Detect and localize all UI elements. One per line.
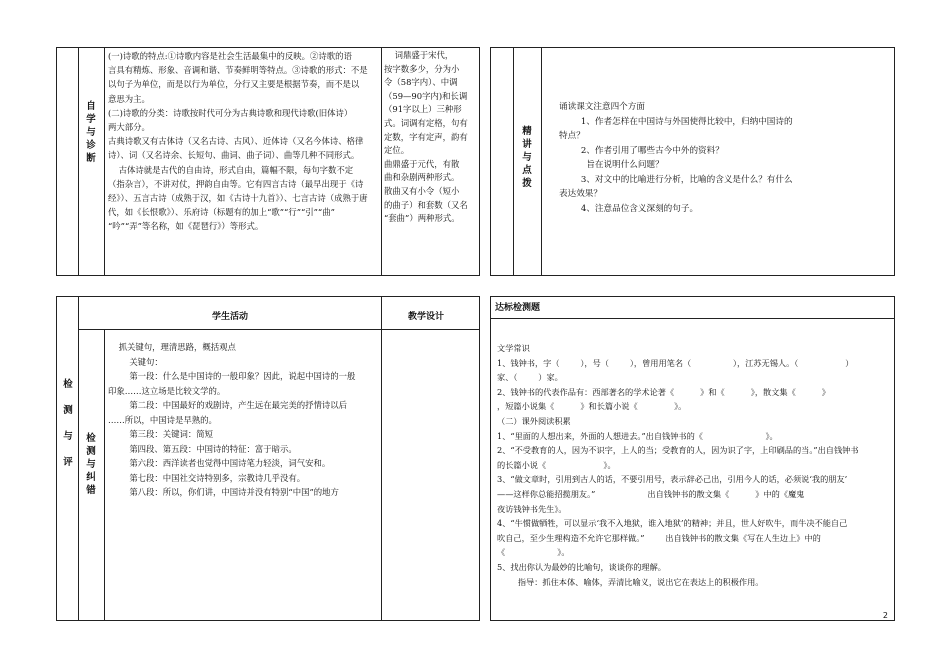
text-line: 第一段：什么是中国诗的一般印象？因此，说起中国诗的一般 bbox=[108, 371, 356, 381]
page-number: 2 bbox=[882, 611, 888, 620]
text-line: 式。词调有定格，句有 bbox=[384, 117, 468, 128]
divider bbox=[381, 47, 382, 276]
text-line: 第三段：关键词：简短 bbox=[108, 429, 214, 439]
text-line: 曲鼎盛于元代，有散 bbox=[384, 158, 460, 169]
section-label-self-study: 自 学 与 诊 断 bbox=[86, 101, 96, 164]
text-line: 第二段：中国最好的戏剧诗，产生远在最完美的抒情诗以后 bbox=[108, 400, 348, 410]
text-line: 1、钱钟书，字（ ），号（ ），曾用用笔名（ ），江苏无锡人。（ ） bbox=[497, 357, 854, 368]
text-line: 言具有精炼、形象、音调和谐、节奏鲜明等特点。③诗歌的形式：不是 bbox=[108, 65, 368, 76]
section-label-test: 检 测 与 评 bbox=[63, 379, 73, 468]
divider bbox=[78, 329, 480, 330]
text-line: 以句子为单位，而是以行为单位，分行又主要是根据节奏，而不是以 bbox=[108, 79, 360, 90]
text-line: 古体诗就是古代的自由诗，形式自由，篇幅不限，每句字数不定 bbox=[108, 164, 354, 175]
text-line: ，短篇小说集《 》和长篇小说《 》。 bbox=[497, 401, 687, 412]
text-line: 代，如《长恨歌》）、乐府诗（标题有的加上“歌”“行”“引”“曲” bbox=[108, 207, 335, 218]
divider bbox=[104, 329, 105, 621]
text-line: 表达效果？ bbox=[559, 189, 602, 199]
text-line: 2、“不受教育的人，因为不识字，上人的当；受教育的人，因为识了字，上印刷品的当。”出自钱钟书 bbox=[497, 445, 859, 456]
text-line: 定数，字有定声，韵有 bbox=[384, 131, 468, 142]
text-line: 第六段：西洋读者也觉得中国诗笔力轻淡，词气安和。 bbox=[108, 458, 331, 468]
text-line: 的长篇小说《 》。 bbox=[497, 459, 616, 470]
text-line: 两大部分。 bbox=[108, 122, 150, 133]
divider bbox=[381, 296, 382, 621]
divider bbox=[541, 47, 542, 276]
divider bbox=[490, 318, 895, 319]
text-line: “吟”“弄”等名称，如《琵琶行》）等形式。 bbox=[108, 221, 264, 232]
text-line: “套曲”）两种形式。 bbox=[384, 213, 460, 224]
text-line: 4、“牛惯做牺牲，可以显示‘我不入地狱，谁入地狱’的精神；并且，世人好吹牛，而牛决不能自己 bbox=[497, 518, 848, 529]
text-line: 夜访钱钟书先生》。 bbox=[497, 503, 567, 514]
assessment-title: 达标检测题 bbox=[495, 303, 541, 313]
section-label-correction: 检 测 与 纠 错 bbox=[86, 433, 96, 496]
assessment-questions-text bbox=[497, 341, 892, 589]
text-line: (一)诗歌的特点:①诗歌内容是社会生活最集中的反映。②诗歌的语 bbox=[108, 51, 352, 61]
text-line: 曲和杂剧两种形式。 bbox=[384, 172, 460, 183]
student-activity-text bbox=[108, 340, 380, 500]
poetry-notes-text bbox=[108, 49, 380, 234]
text-line: 特点？ bbox=[559, 131, 585, 141]
text-line: 第四段、第五段：中国诗的特征：富于暗示。 bbox=[108, 443, 297, 454]
text-line: (二)诗歌的分类：诗歌按时代可分为古典诗歌和现代诗歌(旧体诗） bbox=[108, 107, 353, 118]
divider bbox=[78, 296, 79, 621]
text-line: 3、“做文章时，引用到古人的话，不要引用号，表示辞必己出，引用今人的话，必须说‘我的朋友’ bbox=[497, 474, 848, 485]
text-line: 定位。 bbox=[384, 145, 410, 156]
text-line: 印象……这立场是比较文学的。 bbox=[108, 385, 226, 396]
ci-qu-notes-text bbox=[384, 49, 479, 226]
text-line: 诗）、词（又名诗余、长短句、曲词、曲子词）、曲等几种不同形式。 bbox=[108, 150, 360, 161]
text-line: 第八段：所以，你们讲，中国诗并没有特别“中国”的地方 bbox=[108, 487, 339, 497]
section-label-lecture: 精 讲 与 点 拨 bbox=[522, 126, 532, 189]
text-line: ……所以，中国诗是早熟的。 bbox=[108, 414, 217, 425]
text-line: 古典诗歌又有古体诗（又名古诗、古风）、近体诗（又名今体诗、格律 bbox=[108, 136, 364, 147]
text-line: （二）课外阅读积累 bbox=[497, 415, 571, 426]
text-line: 旨在说明什么问题？ bbox=[559, 160, 664, 170]
text-line: 关键句： bbox=[108, 356, 163, 367]
text-line: 诵读课文注意四个方面 bbox=[559, 102, 645, 112]
text-line: 《 》。 bbox=[497, 547, 570, 558]
text-line: 第七段：中国社交诗特别多，宗教诗几乎没有。 bbox=[108, 472, 306, 483]
text-line: 按字数多少，分为小 bbox=[384, 63, 460, 74]
text-line: 1、“里面的人想出来，外面的人想进去。”出自钱钟书的《 》。 bbox=[497, 430, 778, 441]
text-line: 2、作者引用了哪些古今中外的资料？ bbox=[559, 145, 724, 156]
text-line: 指导：抓住本体、喻体，弄清比喻义，说出它在表达上的积极作用。 bbox=[497, 576, 764, 587]
divider bbox=[104, 47, 105, 276]
divider bbox=[78, 47, 79, 276]
text-line: （91字以上）三种形 bbox=[384, 104, 462, 115]
text-line: 抓关键句，理清思路，概括观点 bbox=[108, 342, 236, 352]
text-line: （指杂言），不讲对仗，押韵自由等。它有四言古诗（最早出现于《诗 bbox=[108, 178, 364, 189]
text-line: 4、注意品位含义深刻的句子。 bbox=[559, 203, 699, 214]
text-line: 吹自己，至少生理构造不允许它那样做。” 出自钱钟书的散文集《写在人生边上》中的 bbox=[497, 532, 821, 543]
text-line: 家、（ ）家。 bbox=[497, 372, 563, 383]
text-line: 经》）、五言古诗（成熟于汉，如《古诗十九首》）、七言古诗（成熟于唐 bbox=[108, 193, 368, 204]
text-line: 3、对文中的比喻进行分析，比喻的含义是什么？有什么 bbox=[559, 174, 793, 185]
text-line: （59—90字内)和长调 bbox=[384, 90, 468, 101]
text-line: ——这样你总能招揽朋友。” 出自钱钟书的散文集《 》中的《魔鬼 bbox=[497, 488, 805, 499]
header-teaching-design: 教学设计 bbox=[408, 312, 445, 322]
text-line: 2、钱钟书的代表作品有：西部著名的学术论著《 》和《 》，散文集《 》 bbox=[497, 386, 830, 397]
text-line: 5、找出你认为最妙的比喻句，谈谈你的理解。 bbox=[497, 561, 666, 572]
text-line: 1、作者怎样在中国诗与外国使得比较中，归纳中国诗的 bbox=[559, 116, 793, 127]
text-line: 词鼎盛于宋代， bbox=[384, 50, 454, 60]
text-line: 令（58字内）、中调 bbox=[384, 77, 458, 88]
text-line: 的曲子）和套数（又名 bbox=[384, 199, 468, 210]
reading-guide-text bbox=[559, 100, 799, 216]
divider bbox=[513, 47, 514, 276]
header-student-activity: 学生活动 bbox=[212, 312, 249, 322]
text-line: 文学常识 bbox=[497, 343, 530, 353]
text-line: 散曲又有小令（短小 bbox=[384, 185, 460, 196]
text-line: 意思为主。 bbox=[108, 93, 150, 104]
